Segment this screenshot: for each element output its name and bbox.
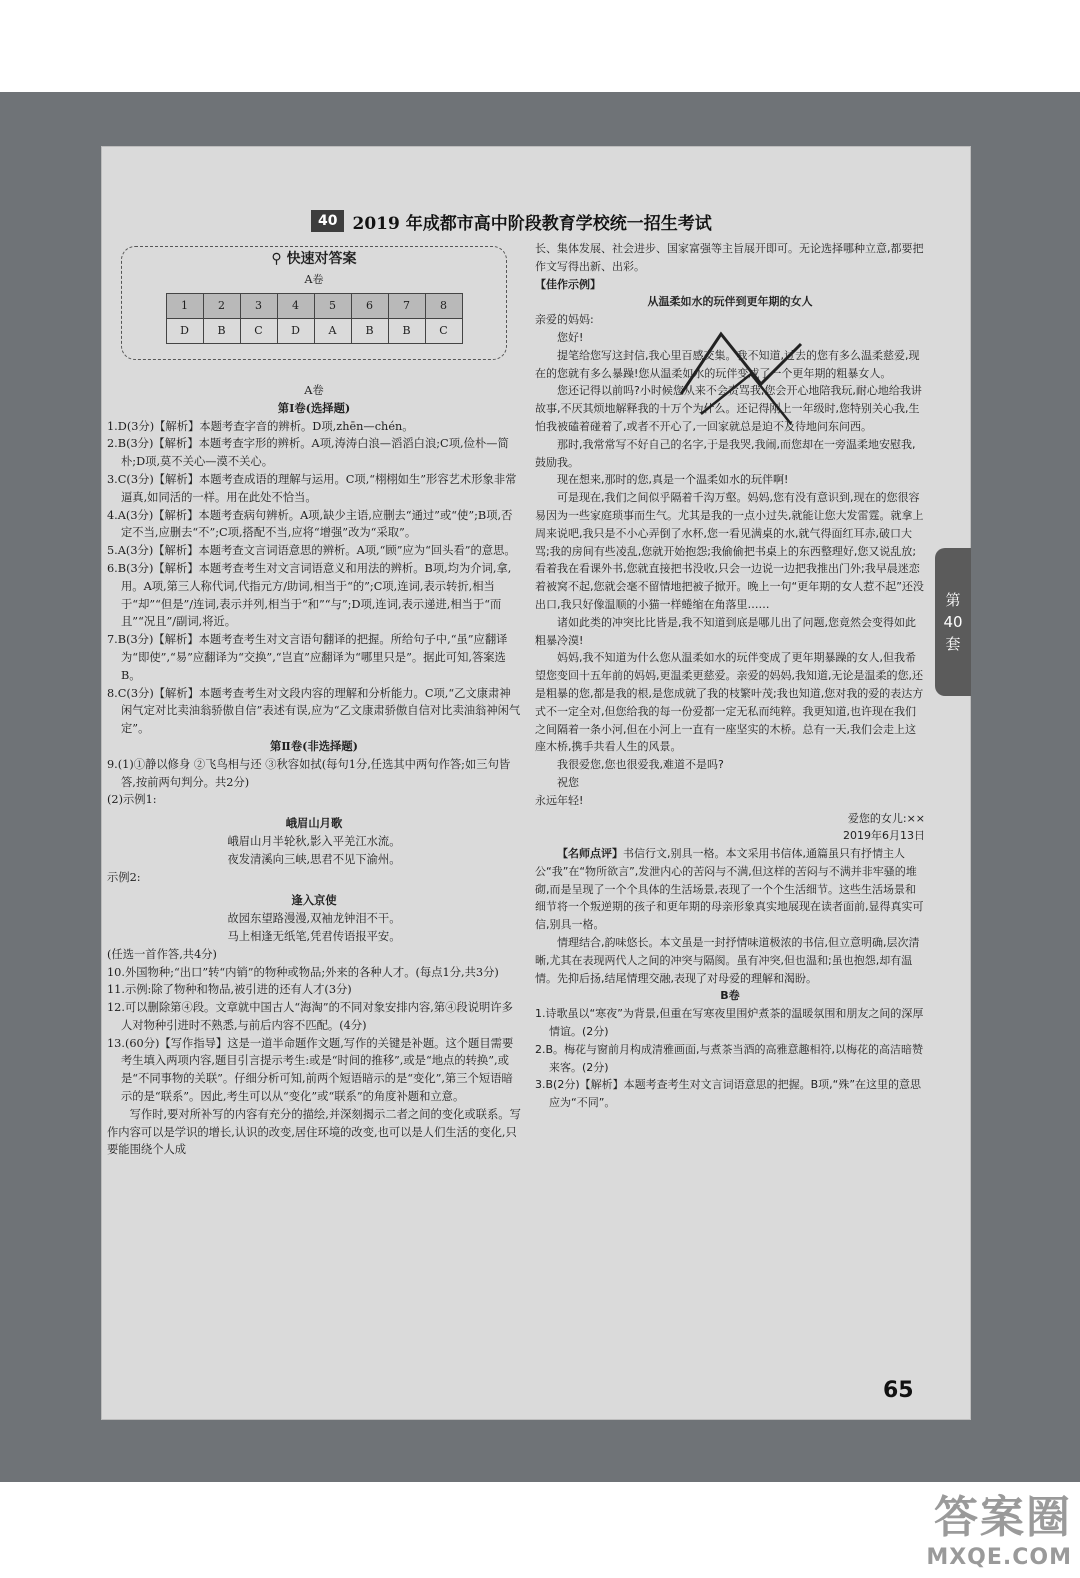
- review-tag: 【名师点评】: [557, 847, 623, 861]
- answer-cell: D: [277, 318, 314, 343]
- handwritten-stamp-mark: [661, 314, 821, 434]
- poem-line: 马上相逢无纸笔,凭君传语报平安。: [227, 929, 401, 943]
- essay-closing: 祝您: [557, 775, 579, 789]
- essay-paragraph: 那时,我常常写不好自己的名字,于是我哭,我闹,而您却在一旁温柔地安慰我,鼓励我。: [535, 437, 916, 469]
- quick-answer-subtitle: A卷: [304, 272, 324, 286]
- answer-item: 13.(60分)【写作指导】这是一道半命题作文题,写作的关键是补题。这个题目需要考生填入两项内容,题目引言提示考生:或是“时间的推移”,或是“地点的转换”,或是“不同事物的关联”。仔细分析可知,前两个短语暗示的是“变化”,第三个短语暗示的是“联系”。因此,考生可以从“变化”或“联系”的角度补题和立意。: [107, 1036, 514, 1104]
- part2-heading: 第Ⅱ卷(非选择题): [270, 738, 358, 753]
- essay-closing: 永远年轻!: [535, 793, 584, 807]
- answer-item: 3.B(2分)【解析】本题考查考生对文言词语意思的把握。B项,“殊”在这里的意思应为“不同”。: [535, 1078, 922, 1110]
- answer-item: 6.B(3分)【解析】本题考查考生对文言词语意义和用法的辨析。B项,均为介词,拿,用。A项,第三人称代词,代指元方/助词,相当于“的”;C项,连词,表示转折,相当于“却”“但是”/连词,表示并列,相当于“和”“与”;D项,连词,表示递进,相当于“而且”“况且”/副词,将近。: [107, 561, 512, 629]
- answer-item: 11.示例:除了物种和物品,被引进的还有人才(3分): [107, 983, 352, 997]
- answer-item: 2.B(3分)【解析】本题考查字形的辨析。A项,涛涛白浪—滔滔白浪;C项,俭朴—简朴;D项,莫不关心—漠不关心。: [107, 437, 509, 469]
- review-paragraph: 情理结合,韵味悠长。本文虽是一封抒情味道极浓的书信,但立意明确,层次清晰,尤其在表现两代人之间的冲突与隔阂。虽有冲突,但也温和;虽也抱怨,却有温情。先抑后扬,结尾情理交融,表现了对母爱的理解和渴盼。: [535, 936, 920, 985]
- poem-title: 峨眉山月歌: [285, 816, 343, 831]
- essay-paragraph: 现在想来,那时的您,真是一个温柔如水的玩伴啊!: [557, 473, 789, 487]
- poem-title: 逢入京使: [291, 893, 337, 908]
- answer-cell: D: [166, 318, 203, 343]
- answer-header-cell: 1: [166, 293, 203, 318]
- answer-item: 8.C(3分)【解析】本题考查考生对文段内容的理解和分析能力。C项,“乙文康肃神闲气定对比卖油翁骄傲自信”表述有误,应为“乙文康肃骄傲自信对比卖油翁神闲气定”。: [107, 686, 521, 736]
- answer-header-row: [166, 293, 462, 318]
- essay-title: 从温柔如水的玩伴到更年期的女人: [647, 295, 813, 309]
- section-b-heading: B卷: [720, 989, 740, 1003]
- answer-header-cell: 3: [240, 293, 277, 318]
- answer-item: 4.A(3分)【解析】本题考查病句辨析。A项,缺少主语,应删去“通过”或“使”;B项,否定不当,应删去“不”;C项,搭配不当,应将“增强”改为“采取”。: [107, 508, 513, 540]
- watermark-logo: 答案圈: [934, 1492, 1072, 1543]
- answer-cell: B: [351, 318, 388, 343]
- watermark-url: MXQE.COM: [926, 1545, 1072, 1570]
- answer-cell: A: [314, 318, 351, 343]
- answer-item: 12.可以删除第④段。文章就中国古人“海淘”的不同对象安排内容,第④段说明许多人对物种引进时不熟悉,与前后内容不匹配。(4分): [107, 1001, 513, 1032]
- essay-guidance: 长、集体发展、社会进步、国家富强等主旨展开即可。无论选择哪种立意,都要把作文写得出新、出彩。: [535, 242, 924, 273]
- answer-item: 示例2:: [107, 870, 141, 884]
- answer-header-cell: 4: [277, 293, 314, 318]
- answer-table: [166, 293, 463, 344]
- answer-cell: B: [388, 318, 425, 343]
- set-number-badge: 40: [311, 210, 344, 232]
- essay-paragraph: 诸如此类的冲突比比皆是,我不知道到底是哪儿出了问题,您竟然会变得如此粗暴冷漠!: [535, 615, 916, 647]
- quick-answer-title: ⚲ 快速对答案: [271, 251, 357, 267]
- answer-item: 写作时,要对所补写的内容有充分的描绘,并深刻揭示二者之间的变化或联系。写作内容可以是学识的增长,认识的改变,居住环境的改变,也可以是人们生活的变化,只要能围绕个人成: [107, 1107, 521, 1157]
- answer-cell: C: [240, 318, 277, 343]
- section-a-heading: A卷: [304, 384, 324, 397]
- left-column: [107, 246, 521, 1159]
- review-paragraph: [535, 845, 925, 934]
- answer-item: 7.B(3分)【解析】本题考查考生对文言语句翻译的把握。所给句子中,“虽”应翻译为“即使”,“易”应翻译为“交换”,“岂直”应翻译为“哪里只是”。据此可知,答案选B。: [107, 633, 508, 682]
- essay-date: 2019年6月13日: [843, 829, 925, 843]
- essay-greeting: 您好!: [557, 330, 584, 344]
- essay-signature: 爱您的女儿:××: [847, 811, 925, 825]
- answer-item: (2)示例1:: [107, 793, 157, 807]
- poem-line: 峨眉山月半轮秋,影入平羌江水流。: [227, 834, 401, 848]
- essay-paragraph: 提笔给您写这封信,我心里百感交集。我不知道,过去的您有多么温柔慈爱,现在的您就有多么暴躁!您从温柔如水的玩伴变成了一个更年期的粗暴女人。: [535, 348, 920, 380]
- site-watermark: [926, 1481, 1072, 1570]
- answer-header-cell: 5: [314, 293, 351, 318]
- answer-cell: C: [425, 318, 462, 343]
- answer-item: 5.A(3分)【解析】本题考查文言词语意思的辨析。A项,“顾”应为“回头看”的意思。: [107, 544, 516, 558]
- answer-item: (任选一首作答,共4分): [107, 947, 217, 961]
- page-number: 65: [883, 1378, 914, 1403]
- answer-cell: B: [203, 318, 240, 343]
- answer-item: 9.(1)①静以修身 ②飞鸟相与还 ③秋容如拭(每句1分,任选其中两句作答;如三句皆答,按前两句判分。共2分): [107, 757, 511, 789]
- answer-page: [101, 146, 971, 1420]
- answer-item: 2.B。梅花与窗前月构成清雅画面,与煮茶当酒的高雅意趣相符,以梅花的高洁暗赞来客。(2分): [535, 1042, 924, 1074]
- answer-item: 3.C(3分)【解析】本题考查成语的理解与运用。C项,“栩栩如生”形容艺术形象非常逼真,如同活的一样。用在此处不恰当。: [107, 472, 517, 504]
- poem-line: 夜发清溪向三峡,思君不见下渝州。: [227, 852, 401, 866]
- answer-value-row: [166, 318, 462, 343]
- answer-header-cell: 7: [388, 293, 425, 318]
- answer-item: 1.D(3分)【解析】本题考查字音的辨析。D项,zhēn—chén。: [107, 419, 414, 433]
- essay-paragraph: 我很爱您,您也很爱我,难道不是吗?: [557, 758, 724, 772]
- quick-answer-box: [121, 246, 507, 360]
- set-side-tab: 第 40 套: [935, 548, 971, 696]
- essay-salutation: 亲爱的妈妈:: [535, 313, 594, 327]
- page-header: [311, 208, 771, 234]
- answer-header-cell: 2: [203, 293, 240, 318]
- review-text: 书信行文,别具一格。本文采用书信体,通篇虽只有抒情主人公“我”在“物所欲言”,发泄内心的苦闷与不满,但这样的苦闷与不满并非牢骚的堆砌,而是呈现了一个个具体的生活场景,表现了一个个生活细节。这些生活场景和细节将一个叛逆期的孩子和更年期的母亲形象真实地展现在读者面前,显得真实可信,别具一格。: [535, 847, 924, 932]
- essay-paragraph: 可是现在,我们之间似乎隔着千沟万壑。妈妈,您有没有意识到,现在的您很容易因为一些家庭琐事而生气。尤其是我的一点小过失,就能让您大发雷霆。就拿上周来说吧,我只是不小心弄倒了水杯,您一看见满桌的水,就气得面红耳赤,破口大骂;我的房间有些凌乱,您就开始抱怨;我偷偷把书桌上的东西整理好,您又说乱放;看着我在看课外书,您就直接把书没收,只会一边说一边把我推出门外;我早晨迷恋着被窝不起,您就会毫不留情地把被子掀开。晚上一句“更年期的女人惹不起”还没出口,我只好像温顺的小猫一样蜷缩在角落里……: [535, 491, 924, 611]
- answer-item: 10.外国物种;“出口”转“内销”的物种或物品;外来的各种人才。(每点1分,共3分): [107, 965, 499, 979]
- magnifier-icon: ⚲: [271, 251, 282, 267]
- answer-header-cell: 6: [351, 293, 388, 318]
- part1-heading: 第Ⅰ卷(选择题): [277, 400, 351, 415]
- answer-item: 1.诗歌虽以“寒夜”为背景,但重在写寒夜里围炉煮茶的温暖氛围和朋友之间的深厚情谊。(2分): [535, 1007, 924, 1039]
- essay-paragraph: 您还记得以前吗?小时候您从来不会责骂我,您会开心地陪我玩,耐心地给我讲故事,不厌其烦地解释我的十万个为什么。还记得刚上一年级时,您特别关心我,生怕我被磕着碰着了,或者不开心了,一回家就总是迫不及待地问东问西。: [535, 384, 922, 433]
- poem-line: 故园东望路漫漫,双袖龙钟泪不干。: [227, 912, 401, 926]
- exam-title: 2019 年成都市高中阶段教育学校统一招生考试: [352, 213, 712, 234]
- answer-header-cell: 8: [425, 293, 462, 318]
- example-tag: 【佳作示例】: [535, 277, 601, 291]
- essay-paragraph: 妈妈,我不知道为什么您从温柔如水的玩伴变成了更年期暴躁的女人,但我希望您变回十五年前的妈妈,更温柔更慈爱。亲爱的妈妈,我知道,无论是温柔的您,还是粗暴的您,都是我的根,是您成就了我的枝繁叶茂;我也知道,您对我的爱的表达方式不一定全对,但您给我的每一份爱都一定无私而纯粹。我更知道,也许现在我们之间隔着一条小河,但在小河上一直有一座坚实的木桥。总有一天,我们会走上这座木桥,携手共看人生的风景。: [535, 651, 924, 754]
